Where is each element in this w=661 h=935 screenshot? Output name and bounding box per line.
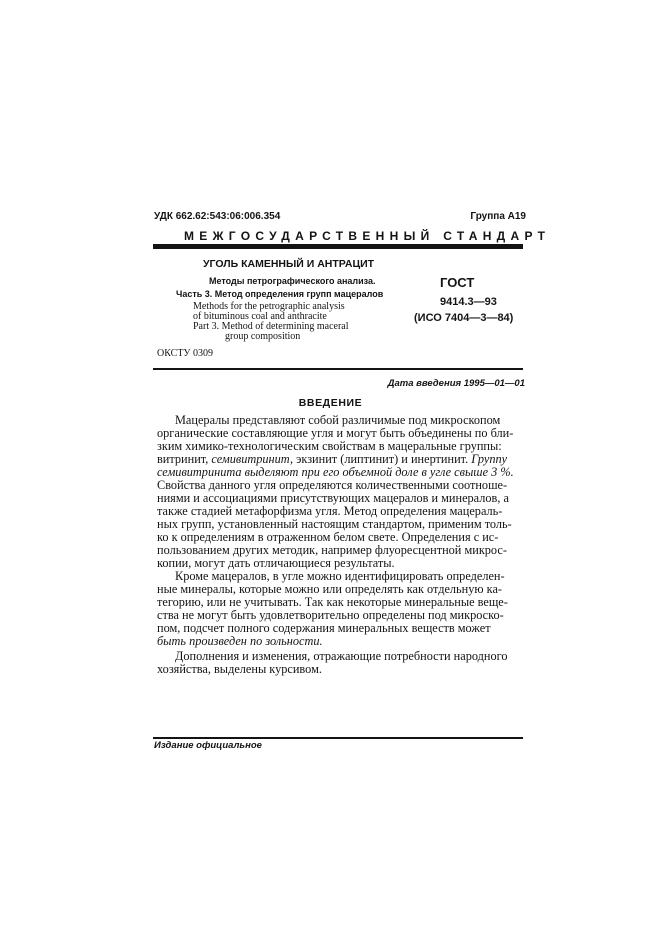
group-code: Группа А19	[470, 211, 526, 222]
body-line: ные минералы, которые можно или определять как отдельную ка-	[157, 582, 502, 596]
gost-number: 9414.3—93	[440, 296, 497, 308]
body-line-italic: быть произведен по зольности.	[157, 634, 323, 648]
body-line: хозяйства, выделены курсивом.	[157, 662, 322, 676]
document-title: УГОЛЬ КАМЕННЫЙ И АНТРАЦИТ	[203, 258, 375, 270]
subtitle-part: Часть 3. Метод определения групп мацералов	[176, 289, 384, 299]
section-title: ВВЕДЕНИЕ	[298, 397, 363, 409]
english-title-line: Part 3. Method of determining maceral	[193, 321, 349, 332]
english-title-line: Methods for the petrographic analysis	[193, 301, 345, 312]
body-line: ко к определениям в отраженном белом свете. Определения с ис-	[157, 530, 499, 544]
body-line: ниями и ассоциациями присутствующих мацералов и минералов, а	[157, 491, 509, 505]
english-title-line: group composition	[225, 331, 301, 342]
title-rule	[153, 368, 523, 370]
italic-run: семивитринит,	[211, 452, 294, 466]
body-line: зким химико-технологическим свойствам в мацеральные группы:	[157, 439, 502, 453]
effective-date: Дата введения 1995—01—01	[387, 378, 525, 389]
body-line: пом, подсчет полного содержания минеральных веществ может	[157, 621, 491, 635]
footer-rule	[153, 737, 523, 739]
text-run: экзинит (липтинит) и инертинит.	[293, 452, 472, 466]
english-title-line: of bituminous coal and anthracite	[193, 311, 327, 322]
body-line: Свойства данного угля определяются количественными соотноше-	[157, 478, 508, 492]
body-line-italic: семивитринита выделяют при его объемной доле в угле свыше 3 %.	[157, 465, 514, 479]
body-line: Кроме мацералов, в угле можно идентифицировать определен-	[175, 569, 505, 583]
body-line: тегорию, или не учитывать. Так как некоторые минеральные веще-	[157, 595, 508, 609]
body-line: органические составляющие угля и могут быть объединены по бли-	[157, 426, 514, 440]
italic-run: Группу	[471, 452, 508, 466]
body-line: копии, могут дать отличающиеся результаты.	[157, 556, 395, 570]
standard-heading: МЕЖГОСУДАРСТВЕННЫЙ СТАНДАРТ	[184, 229, 551, 243]
body-line: также стадией метафорфизма угля. Метод определения мацераль-	[157, 504, 503, 518]
udk-code: УДК 662.62:543:06:006.354	[154, 211, 281, 222]
body-line: пользованием других методик, например флуоресцентной микрос-	[157, 543, 507, 557]
subtitle-methods: Методы петрографического анализа.	[209, 276, 376, 286]
body-line: ных групп, установленный настоящим стандартом, применим толь-	[157, 517, 512, 531]
body-line: ства не могут быть удовлетворительно определены под микроско-	[157, 608, 504, 622]
edition-label: Издание официальное	[154, 740, 262, 751]
okstu-code: ОКСТУ 0309	[157, 348, 214, 359]
iso-number: (ИСО 7404—3—84)	[414, 312, 514, 324]
header-rule	[153, 244, 523, 249]
gost-label: ГОСТ	[440, 275, 475, 290]
text-run: витринит,	[157, 452, 212, 466]
body-line: Дополнения и изменения, отражающие потребности народного	[175, 649, 508, 663]
body-line: Мацералы представляют собой различимые под микроскопом	[175, 413, 501, 427]
